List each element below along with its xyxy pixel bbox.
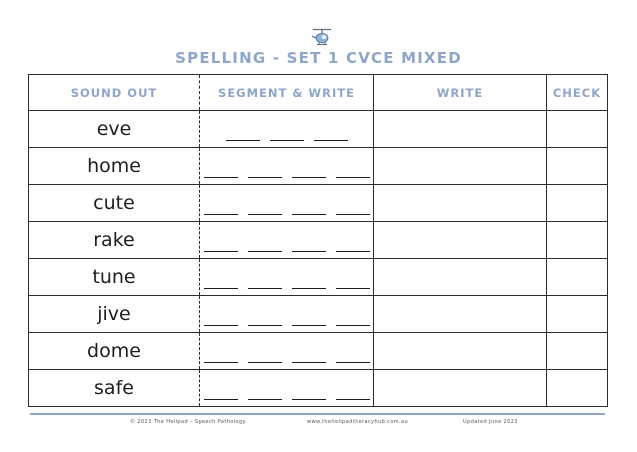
footer-copyright: © 2023 The Helipad – Speech Pathology (130, 419, 246, 425)
check-cell[interactable] (547, 370, 608, 407)
blank-line (336, 288, 370, 289)
segment-write-cell[interactable] (200, 185, 374, 222)
blank-lines (200, 370, 373, 406)
blank-line (248, 251, 282, 252)
blank-line (292, 399, 326, 400)
blank-line (204, 399, 238, 400)
spelling-table (28, 74, 608, 407)
segment-write-cell[interactable] (200, 148, 374, 185)
header-check: CHECK (547, 75, 608, 111)
write-cell[interactable] (374, 370, 547, 407)
word-cell: cute (29, 185, 200, 222)
blank-line (248, 214, 282, 215)
blank-line (204, 214, 238, 215)
table-row (29, 259, 608, 296)
check-cell[interactable] (547, 185, 608, 222)
table-row (29, 111, 608, 148)
blank-line (292, 325, 326, 326)
table-row (29, 333, 608, 370)
helicopter-icon (311, 27, 333, 47)
blank-line (292, 177, 326, 178)
write-cell[interactable] (374, 296, 547, 333)
check-cell[interactable] (547, 148, 608, 185)
segment-write-cell[interactable] (200, 333, 374, 370)
check-cell[interactable] (547, 333, 608, 370)
segment-write-cell[interactable] (200, 296, 374, 333)
blank-lines (200, 259, 373, 295)
blank-lines (200, 333, 373, 369)
table-row (29, 370, 608, 407)
blank-line (248, 399, 282, 400)
word-cell: tune (29, 259, 200, 296)
blank-line (292, 251, 326, 252)
write-cell[interactable] (374, 333, 547, 370)
blank-line (292, 288, 326, 289)
table-row (29, 148, 608, 185)
write-cell[interactable] (374, 111, 547, 148)
table-header-row (29, 75, 608, 111)
table-row (29, 222, 608, 259)
blank-line (248, 288, 282, 289)
header-segment-write: SEGMENT & WRITE (200, 75, 374, 111)
blank-line (248, 177, 282, 178)
table-row (29, 185, 608, 222)
segment-write-cell[interactable] (200, 259, 374, 296)
segment-write-cell[interactable] (200, 222, 374, 259)
blank-line (204, 251, 238, 252)
check-cell[interactable] (547, 222, 608, 259)
blank-lines (200, 296, 373, 332)
blank-line (336, 214, 370, 215)
word-cell: rake (29, 222, 200, 259)
segment-write-cell[interactable] (200, 370, 374, 407)
blank-line (248, 325, 282, 326)
table-row (29, 296, 608, 333)
blank-line (292, 362, 326, 363)
header-sound-out: SOUND OUT (29, 75, 200, 111)
footer-divider (30, 413, 605, 415)
blank-line (204, 177, 238, 178)
write-cell[interactable] (374, 148, 547, 185)
blank-line (336, 399, 370, 400)
blank-lines (200, 222, 373, 258)
blank-line (270, 140, 304, 141)
blank-line (204, 325, 238, 326)
check-cell[interactable] (547, 296, 608, 333)
footer-updated: Updated June 2023 (463, 419, 518, 425)
blank-line (248, 362, 282, 363)
write-cell[interactable] (374, 185, 547, 222)
page-title: SPELLING - SET 1 CVCE MIXED (175, 49, 462, 67)
blank-line (336, 362, 370, 363)
blank-line (204, 362, 238, 363)
word-cell: jive (29, 296, 200, 333)
blank-lines (200, 148, 373, 184)
blank-lines (200, 111, 373, 147)
check-cell[interactable] (547, 111, 608, 148)
blank-lines (200, 185, 373, 221)
word-cell: dome (29, 333, 200, 370)
blank-line (336, 325, 370, 326)
header-write: WRITE (374, 75, 547, 111)
check-cell[interactable] (547, 259, 608, 296)
blank-line (204, 288, 238, 289)
write-cell[interactable] (374, 259, 547, 296)
segment-write-cell[interactable] (200, 111, 374, 148)
blank-line (226, 140, 260, 141)
word-cell: eve (29, 111, 200, 148)
blank-line (314, 140, 348, 141)
footer-website[interactable]: www.thehelipadliteracyhub.com.au (307, 419, 409, 425)
word-cell: safe (29, 370, 200, 407)
blank-line (292, 214, 326, 215)
blank-line (336, 251, 370, 252)
word-cell: home (29, 148, 200, 185)
blank-line (336, 177, 370, 178)
write-cell[interactable] (374, 222, 547, 259)
